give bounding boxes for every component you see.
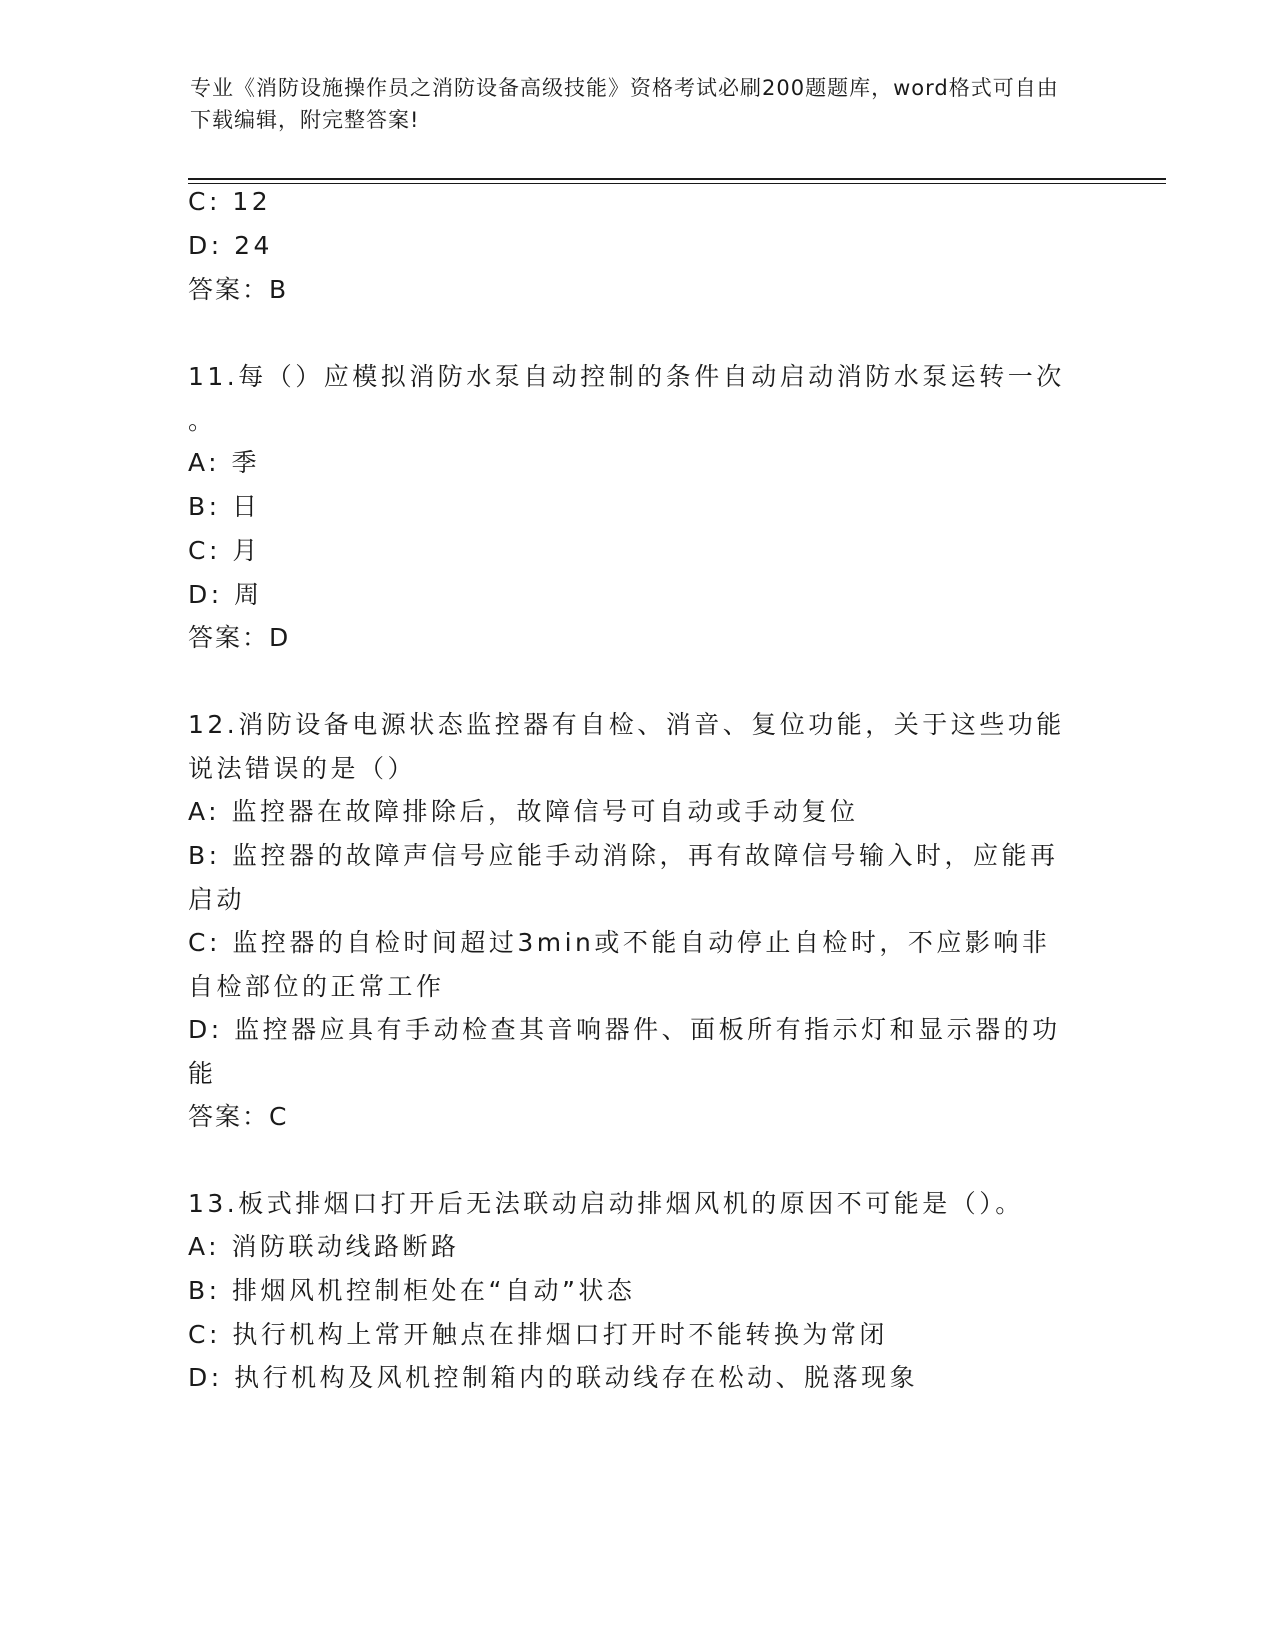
option-d: D: 监控器应具有手动检查其音响器件、面板所有指示灯和显示器的功: [188, 1015, 1061, 1044]
question-11-stem: 11.每（）应模拟消防水泵自动控制的条件自动启动消防水泵运转一次: [188, 362, 1065, 391]
option-b: B: 监控器的故障声信号应能手动消除，再有故障信号输入时，应能再: [188, 841, 1059, 870]
option-c: C: 监控器的自检时间超过3min或不能自动停止自检时，不应影响非: [188, 928, 1051, 957]
question-13-stem: 13.板式排烟口打开后无法联动启动排烟风机的原因不可能是（）。: [188, 1189, 1024, 1218]
header-divider: [188, 178, 1166, 180]
option-a: A: 监控器在故障排除后，故障信号可自动或手动复位: [188, 797, 859, 826]
option-a: A: 季: [188, 448, 261, 477]
option-c-cont: 自检部位的正常工作: [188, 972, 445, 1001]
header-divider-thin: [188, 183, 1166, 184]
option-c: C: 月: [188, 536, 261, 565]
option-c: C: 执行机构上常开触点在排烟口打开时不能转换为常闭: [188, 1320, 888, 1349]
option-d-cont: 能: [188, 1059, 217, 1088]
option-b-cont: 启动: [188, 885, 246, 914]
option-b: B: 日: [188, 492, 261, 521]
option-b: B: 排烟风机控制柜处在“自动”状态: [188, 1276, 636, 1305]
option-c: C: 12: [188, 187, 272, 216]
option-d: D: 24: [188, 231, 273, 260]
question-12-stem-cont: 说法错误的是（）: [188, 754, 417, 783]
option-d: D: 周: [188, 580, 263, 609]
answer: 答案：C: [188, 1102, 289, 1131]
answer: 答案：B: [188, 275, 289, 304]
option-a: A: 消防联动线路断路: [188, 1232, 460, 1261]
option-d: D: 执行机构及风机控制箱内的联动线存在松动、脱落现象: [188, 1363, 919, 1392]
answer: 答案：D: [188, 623, 291, 652]
question-11-stem-cont: 。: [188, 406, 217, 435]
question-12-stem: 12.消防设备电源状态监控器有自检、消音、复位功能，关于这些功能: [188, 710, 1065, 739]
page-header: 专业《消防设施操作员之消防设备高级技能》资格考试必刷200题题库，word格式可自由下载编辑，附完整答案!: [190, 76, 1059, 132]
